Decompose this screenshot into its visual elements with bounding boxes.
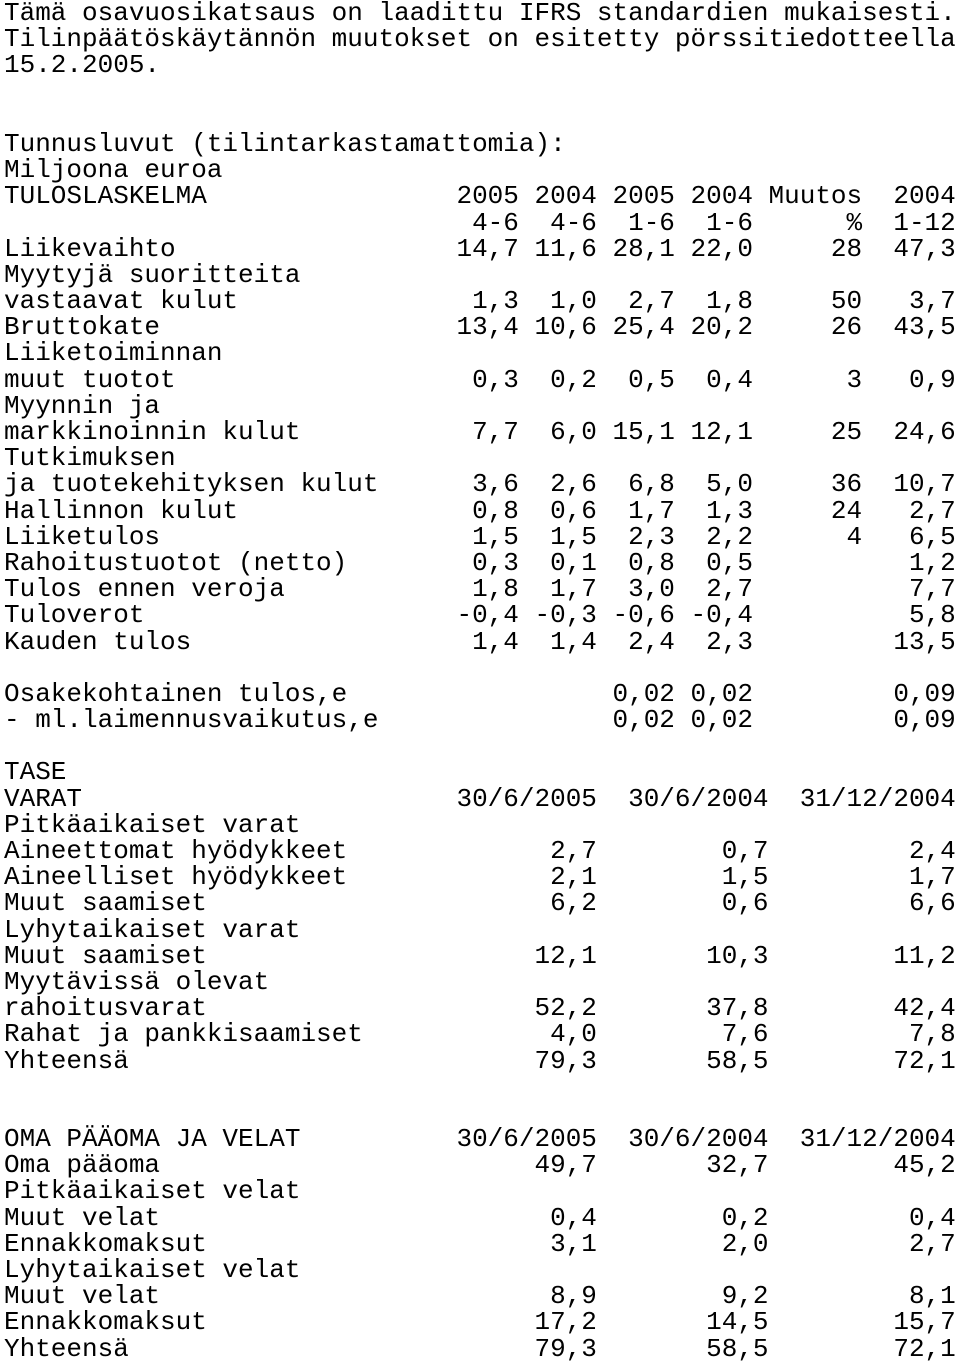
line-osakekohtainen-tulos-e: Osakekohtainen tulos,e 0,02 0,02 0,09 bbox=[4, 678, 956, 709]
line-vastaavat-kulut: vastaavat kulut 1,3 1,0 2,7 1,8 50 3,7 bbox=[4, 286, 956, 317]
line-lyhytaikaiset-velat: Lyhytaikaiset velat bbox=[4, 1255, 301, 1285]
line-tuloverot: Tuloverot -0,4 -0,3 -0,6 -0,4 5,8 bbox=[4, 600, 956, 631]
line-ennakkomaksut: Ennakkomaksut 17,2 14,5 15,7 bbox=[4, 1307, 956, 1338]
line-oma-paaoma: Oma pääoma 49,7 32,7 45,2 bbox=[4, 1150, 956, 1181]
line-tunnusluvut-tilintarkastamattomia: Tunnusluvut (tilintarkastamattomia): bbox=[4, 128, 566, 159]
line-pitkaaikaiset-velat: Pitkäaikaiset velat bbox=[4, 1176, 301, 1207]
line-ja-tuotekehityksen-kulut: ja tuotekehityksen kulut 3,6 2,6 6,8 5,0 36 10,7 bbox=[4, 469, 956, 500]
line-tama-osavuosikatsaus-on-laadittu-ifrs-st: Tämä osavuosikatsaus on laadittu IFRS standardien mukaisesti. bbox=[4, 0, 956, 28]
line-aineettomat-hyodykkeet: Aineettomat hyödykkeet 2,7 0,7 2,4 bbox=[4, 836, 956, 866]
line-blank bbox=[4, 1074, 960, 1100]
line-blank bbox=[4, 79, 960, 105]
line-myytavissa-olevat: Myytävissä olevat bbox=[4, 966, 270, 997]
line-liiketoiminnan: Liiketoiminnan bbox=[4, 338, 223, 369]
line-tuloslaskelma: TULOSLASKELMA 2005 2004 2005 2004 Muutos 2004 bbox=[4, 181, 956, 212]
line-bruttokate: Bruttokate 13,4 10,6 25,4 20,2 26 43,5 bbox=[4, 312, 956, 343]
line-rahat-ja-pankkisaamiset: Rahat ja pankkisaamiset 4,0 7,6 7,8 bbox=[4, 1019, 956, 1050]
line-muut-tuotot: muut tuotot 0,3 0,2 0,5 0,4 3 0,9 bbox=[4, 364, 956, 395]
line-kauden-tulos: Kauden tulos 1,4 1,4 2,4 2,3 13,5 bbox=[4, 626, 956, 657]
line-muut-velat: Muut velat 0,4 0,2 0,4 bbox=[4, 1202, 956, 1233]
line-ennakkomaksut: Ennakkomaksut 3,1 2,0 2,7 bbox=[4, 1228, 956, 1259]
line-tulos-ennen-veroja: Tulos ennen veroja 1,8 1,7 3,0 2,7 7,7 bbox=[4, 574, 956, 605]
line-lyhytaikaiset-varat: Lyhytaikaiset varat bbox=[4, 914, 301, 945]
line-markkinoinnin-kulut: markkinoinnin kulut 7,7 6,0 15,1 12,1 25 24,6 bbox=[4, 417, 956, 447]
line-hallinnon-kulut: Hallinnon kulut 0,8 0,6 1,7 1,3 24 2,7 bbox=[4, 495, 956, 526]
line-rahoitusvarat: rahoitusvarat 52,2 37,8 42,4 bbox=[4, 993, 956, 1024]
line-myytyja-suoritteita: Myytyjä suoritteita bbox=[4, 259, 301, 290]
line-tilinpaatoskaytannon-muutokset-on-esitet: Tilinpäätöskäytännön muutokset on esitetty pörssitiedotteella bbox=[4, 24, 956, 55]
line-4-6: 4-6 4-6 1-6 1-6 % 1-12 bbox=[4, 207, 956, 238]
line-yhteensa: Yhteensä 79,3 58,5 72,1 bbox=[4, 1333, 956, 1364]
line-tutkimuksen: Tutkimuksen bbox=[4, 443, 176, 474]
line-pitkaaikaiset-varat: Pitkäaikaiset varat bbox=[4, 809, 301, 840]
line-muut-velat: Muut velat 8,9 9,2 8,1 bbox=[4, 1281, 956, 1312]
line-blank bbox=[4, 655, 960, 681]
line-varat: VARAT 30/6/2005 30/6/2004 31/12/2004 bbox=[4, 783, 956, 814]
line-yhteensa: Yhteensä 79,3 58,5 72,1 bbox=[4, 1045, 956, 1076]
line-aineelliset-hyodykkeet: Aineelliset hyödykkeet 2,1 1,5 1,7 bbox=[4, 862, 956, 893]
line-15-2-2005: 15.2.2005. bbox=[4, 50, 161, 81]
line-blank bbox=[4, 105, 960, 131]
line-ml-laimennusvaikutus-e: - ml.laimennusvaikutus,e 0,02 0,02 0,09 bbox=[4, 705, 956, 736]
line-liikevaihto: Liikevaihto 14,7 11,6 28,1 22,0 28 47,3 bbox=[4, 233, 956, 264]
line-blank bbox=[4, 1100, 960, 1126]
line-rahoitustuotot-netto: Rahoitustuotot (netto) 0,3 0,1 0,8 0,5 1,2 bbox=[4, 547, 956, 578]
line-muut-saamiset: Muut saamiset 6,2 0,6 6,6 bbox=[4, 888, 956, 919]
line-liiketulos: Liiketulos 1,5 1,5 2,3 2,2 4 6,5 bbox=[4, 521, 956, 552]
line-muut-saamiset: Muut saamiset 12,1 10,3 11,2 bbox=[4, 940, 956, 971]
line-myynnin-ja: Myynnin ja bbox=[4, 390, 161, 421]
line-blank bbox=[4, 733, 960, 759]
line-miljoona-euroa: Miljoona euroa bbox=[4, 155, 223, 186]
line-tase: TASE bbox=[4, 757, 67, 788]
line-oma-paaoma-ja-velat: OMA PÄÄOMA JA VELAT 30/6/2005 30/6/2004 31/12/2004 bbox=[4, 1124, 956, 1155]
